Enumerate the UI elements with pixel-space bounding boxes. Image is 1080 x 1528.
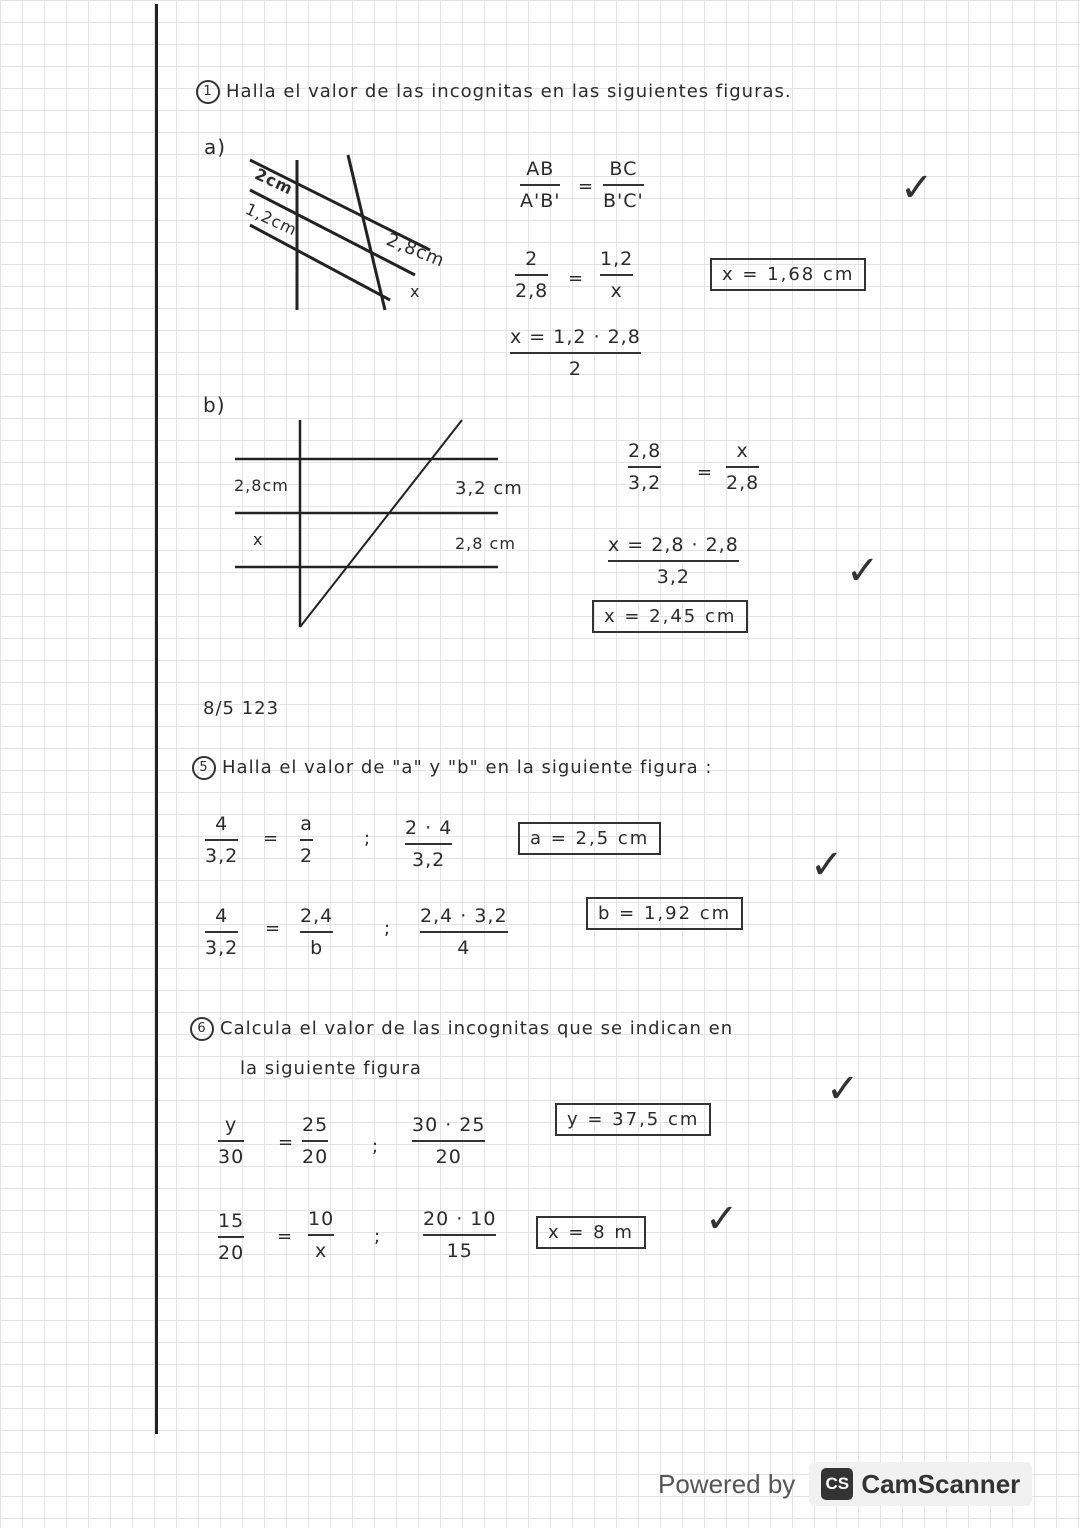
a-eq2-right-fraction: 1,2 x bbox=[600, 248, 634, 302]
notebook-margin-line bbox=[155, 4, 158, 1434]
p6-row1-equals: = bbox=[278, 1132, 295, 1153]
camscanner-logo-icon: CS bbox=[821, 1468, 853, 1500]
b-eq1-left-fraction: 2,8 3,2 bbox=[628, 440, 662, 494]
a-eq1-right-fraction: BC B'C' bbox=[603, 158, 644, 212]
check-mark-6x: ✓ bbox=[705, 1196, 739, 1242]
camscanner-badge bbox=[809, 1462, 1032, 1506]
camscanner-watermark bbox=[658, 1456, 1053, 1512]
figure-b bbox=[230, 415, 510, 635]
p6-row2-fraction-2: 10 x bbox=[308, 1208, 335, 1262]
camscanner-brand-name: CamScanner bbox=[861, 1468, 1021, 1499]
b-answer-box: x = 2,45 cm bbox=[592, 600, 748, 633]
a-eq3-fraction: x = 1,2 · 2,8 2 bbox=[510, 326, 641, 380]
check-mark-a: ✓ bbox=[900, 165, 934, 211]
check-mark-6y: ✓ bbox=[826, 1066, 860, 1112]
figure-b-label-28cm-lower: 2,8 cm bbox=[455, 534, 516, 553]
figure-b-label-28cm: 2,8cm bbox=[234, 476, 289, 495]
p5-row1-fraction-2: a 2 bbox=[300, 813, 314, 867]
figure-b-label-x: x bbox=[253, 530, 264, 549]
problem5-title: 5 Halla el valor de "a" y "b" en la siguiente figura : bbox=[192, 756, 712, 780]
p5-answer-a-box: a = 2,5 cm bbox=[518, 822, 661, 855]
p6-row1-fraction-1: y 30 bbox=[218, 1114, 245, 1168]
figure-a-label-2cm: 2cm bbox=[251, 164, 297, 199]
problem1-title: 1 Halla el valor de las incognitas en las siguientes figuras. bbox=[196, 80, 792, 104]
a-answer-box: x = 1,68 cm bbox=[710, 258, 866, 291]
p5-row1-semicolon: ; bbox=[364, 828, 372, 849]
p6-row1-fraction-3: 30 · 25 20 bbox=[412, 1114, 486, 1168]
p5-row2-fraction-1: 4 3,2 bbox=[205, 905, 239, 959]
a-eq2-equals: = bbox=[568, 268, 585, 289]
a-eq1-equals: = bbox=[578, 176, 595, 197]
p6-row1-semicolon: ; bbox=[372, 1136, 380, 1157]
figure-b-transversal bbox=[300, 420, 462, 627]
problem6-number: 6 bbox=[190, 1017, 214, 1041]
p5-row2-fraction-3: 2,4 · 3,2 4 bbox=[420, 905, 508, 959]
p6-answer-y-box: y = 37,5 cm bbox=[555, 1103, 711, 1136]
p5-answer-b-box: b = 1,92 cm bbox=[586, 897, 743, 930]
problem6-title-line2: la siguiente figura bbox=[240, 1058, 422, 1079]
p5-row2-fraction-2: 2,4 b bbox=[300, 905, 334, 959]
figure-a-label-12cm: 1,2cm bbox=[242, 199, 301, 240]
problem6-title-line1: 6 Calcula el valor de las incognitas que se indican en bbox=[190, 1017, 733, 1041]
p6-row2-fraction-1: 15 20 bbox=[218, 1210, 245, 1264]
problem1-number: 1 bbox=[196, 80, 220, 104]
check-mark-5: ✓ bbox=[810, 842, 844, 888]
check-mark-b: ✓ bbox=[846, 548, 880, 594]
p5-row1-fraction-3: 2 · 4 3,2 bbox=[405, 817, 453, 871]
p5-row1-fraction-1: 4 3,2 bbox=[205, 813, 239, 867]
p6-row2-equals: = bbox=[277, 1226, 294, 1247]
problem5-number: 5 bbox=[192, 756, 216, 780]
p6-row2-fraction-3: 20 · 10 15 bbox=[423, 1208, 497, 1262]
page-reference: 8/5 123 bbox=[203, 698, 280, 719]
p5-row1-equals: = bbox=[263, 828, 280, 849]
figure-a-line-3 bbox=[250, 225, 390, 300]
p6-row1-fraction-2: 25 20 bbox=[302, 1114, 329, 1168]
a-eq2-left-fraction: 2 2,8 bbox=[515, 248, 549, 302]
b-eq2-fraction: x = 2,8 · 2,8 3,2 bbox=[608, 534, 739, 588]
b-eq1-equals: = bbox=[697, 462, 714, 483]
p5-row2-equals: = bbox=[265, 918, 282, 939]
part-a-label: a) bbox=[204, 135, 227, 159]
figure-b-label-32cm: 3,2 cm bbox=[455, 478, 523, 499]
figure-a-label-x: x bbox=[410, 282, 421, 301]
a-eq1-left-fraction: AB A'B' bbox=[520, 158, 561, 212]
p5-row2-semicolon: ; bbox=[384, 918, 392, 939]
p6-answer-x-box: x = 8 m bbox=[536, 1216, 646, 1249]
figure-a-label-28cm: 2,8cm bbox=[383, 229, 448, 272]
b-eq1-right-fraction: x 2,8 bbox=[726, 440, 760, 494]
powered-by-text: Powered by bbox=[658, 1468, 796, 1499]
part-b-label: b) bbox=[203, 393, 226, 417]
p6-row2-semicolon: ; bbox=[374, 1226, 382, 1247]
